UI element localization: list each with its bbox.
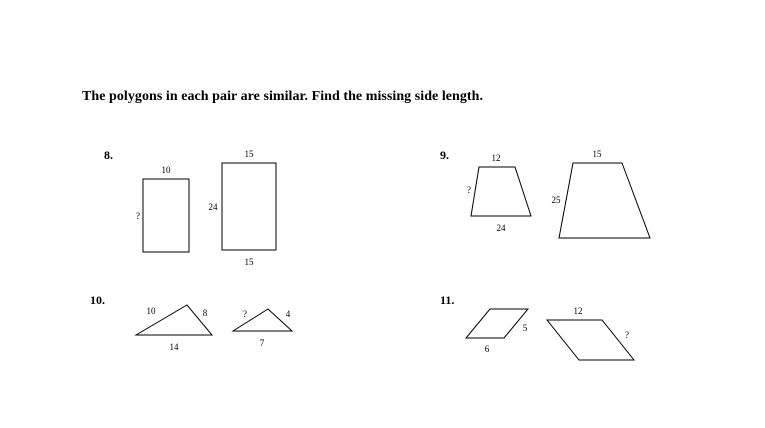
- triangle-large-left-label: 10: [146, 306, 156, 316]
- trapezoid-large-left-label: 25: [551, 195, 561, 205]
- problem-11-figures: [466, 306, 634, 360]
- problem-10-number: 10.: [90, 293, 105, 307]
- rectangle-small: [143, 179, 189, 252]
- parallelogram-small: [466, 309, 528, 338]
- parallelogram-small-right-label: 5: [522, 323, 528, 333]
- problem-11-number: 11.: [440, 293, 455, 307]
- instructions-text: The polygons in each pair are similar. Find the missing side length.: [82, 89, 484, 104]
- triangle-small-left-label: ?: [243, 309, 247, 319]
- triangle-large-right-label: 8: [202, 308, 208, 318]
- trapezoid-large: [559, 163, 650, 238]
- parallelogram-large-top-label: 12: [573, 306, 583, 316]
- rectangle-small-top-label: 10: [161, 165, 171, 175]
- problem-10-figures: [136, 305, 292, 352]
- triangle-small-bottom-label: 7: [259, 338, 265, 348]
- rectangle-large-left-label: 24: [208, 202, 218, 212]
- rectangle-large-bottom-label: 15: [244, 257, 254, 267]
- parallelogram-large-right-label: ?: [625, 330, 629, 340]
- parallelogram-large: [547, 320, 634, 360]
- problem-9-number: 9.: [440, 148, 449, 162]
- trapezoid-small: [471, 167, 531, 216]
- rectangle-large-top-label: 15: [244, 149, 254, 159]
- triangle-small-right-label: 4: [285, 309, 291, 319]
- trapezoid-large-top-label: 15: [592, 149, 602, 159]
- trapezoid-small-top-label: 12: [491, 153, 501, 163]
- problem-9-figures: [467, 149, 650, 238]
- trapezoid-small-bottom-label: 24: [496, 223, 506, 233]
- rectangle-large: [222, 163, 276, 250]
- problem-8-number: 8.: [104, 148, 113, 162]
- triangle-large-bottom-label: 14: [169, 342, 179, 352]
- rectangle-small-left-label: ?: [136, 211, 140, 221]
- parallelogram-small-bottom-label: 6: [484, 344, 490, 354]
- triangle-small: [233, 309, 292, 331]
- problem-8-figures: [136, 149, 276, 267]
- trapezoid-small-left-label: ?: [467, 185, 471, 195]
